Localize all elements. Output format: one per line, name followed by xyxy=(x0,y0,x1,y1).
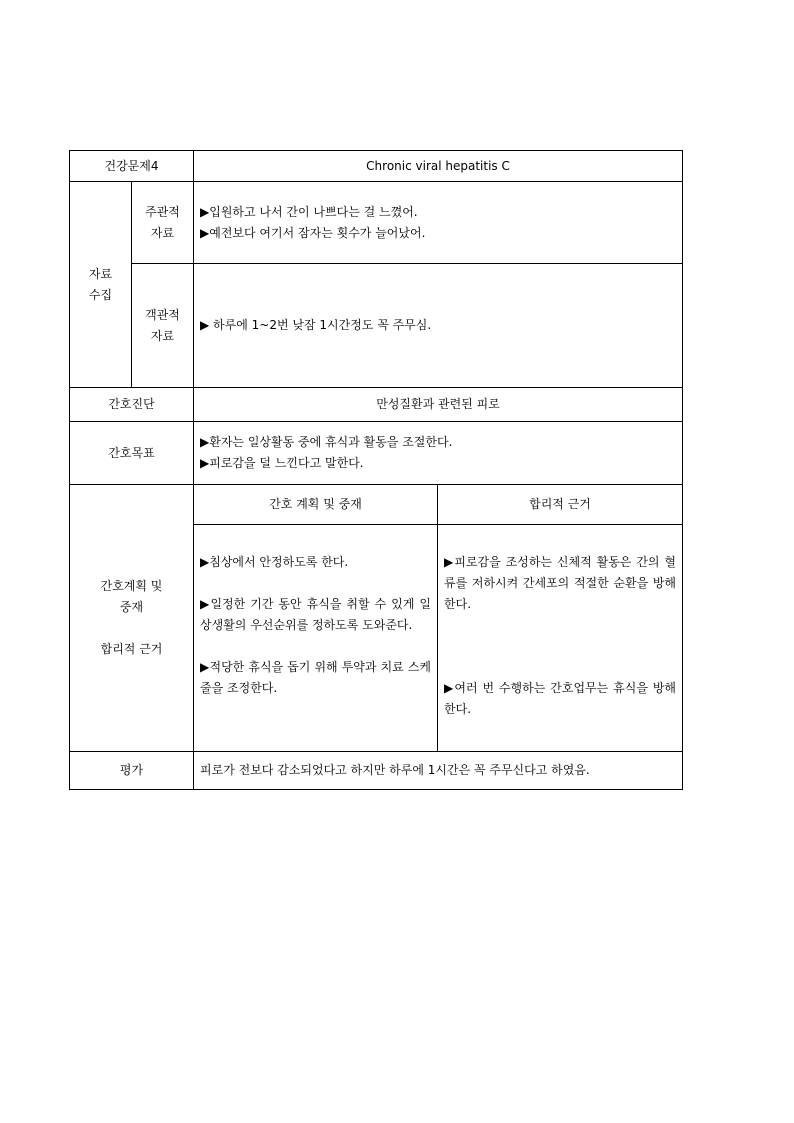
interventions-cell xyxy=(194,525,438,752)
header-row xyxy=(70,151,683,182)
subjective-label-line1: 주관적 xyxy=(145,204,180,219)
goals-row xyxy=(70,422,683,485)
plan-label xyxy=(70,485,194,752)
plan-label-line1: 간호계획 및 xyxy=(100,579,163,593)
objective-row xyxy=(70,264,683,388)
intervention-item: ▶일정한 기간 동안 휴식을 취할 수 있게 일상생활의 우선순위를 정하도록 도와준다. xyxy=(200,597,432,632)
subjective-data xyxy=(194,182,683,264)
health-problem-label: 건강문제4 xyxy=(70,151,194,182)
subjective-label-line2: 자료 xyxy=(150,225,175,240)
evaluation-label: 평가 xyxy=(70,752,194,790)
diagnosis-row xyxy=(70,388,683,422)
plan-label-line3: 합리적 근거 xyxy=(100,642,163,656)
evaluation-row xyxy=(70,752,683,790)
objective-item: ▶ 하루에 1~2번 낮잠 1시간정도 꼭 주무심. xyxy=(200,318,432,332)
evaluation-value: 피로가 전보다 감소되었다고 하지만 하루에 1시간은 꼭 주무신다고 하였음. xyxy=(194,752,683,790)
intervention-item: ▶적당한 휴식을 돕기 위해 투약과 치료 스케줄을 조정한다. xyxy=(200,660,432,695)
diagnosis-label: 간호진단 xyxy=(70,388,194,422)
goal-item: ▶피로감을 덜 느낀다고 말한다. xyxy=(200,456,364,470)
objective-data xyxy=(194,264,683,388)
nursing-care-plan-table xyxy=(69,150,683,790)
plan-header-row xyxy=(70,485,683,525)
data-collection-label-line1: 자료 xyxy=(88,266,113,281)
intervention-column-header: 간호 계획 및 중재 xyxy=(194,485,438,525)
objective-label xyxy=(132,264,194,388)
objective-label-line1: 객관적 xyxy=(145,307,180,322)
goal-item: ▶환자는 일상활동 중에 휴식과 활동을 조절한다. xyxy=(200,435,453,449)
health-problem-title: Chronic viral hepatitis C xyxy=(194,151,683,182)
data-collection-label xyxy=(70,182,132,388)
intervention-item: ▶침상에서 안정하도록 한다. xyxy=(200,555,349,569)
goals-label: 간호목표 xyxy=(70,422,194,485)
objective-label-line2: 자료 xyxy=(150,328,175,343)
goals-data xyxy=(194,422,683,485)
data-collection-label-line2: 수집 xyxy=(88,287,113,302)
plan-label-line2: 중재 xyxy=(119,600,144,614)
rationales-cell xyxy=(438,525,683,752)
rationale-column-header: 합리적 근거 xyxy=(438,485,683,525)
subjective-label xyxy=(132,182,194,264)
rationale-item: ▶여러 번 수행하는 간호업무는 휴식을 방해한다. xyxy=(444,681,677,716)
subjective-item: ▶예전보다 여기서 잠자는 횟수가 늘어났어. xyxy=(200,225,426,240)
subjective-row xyxy=(70,182,683,264)
diagnosis-value: 만성질환과 관련된 피로 xyxy=(194,388,683,422)
rationale-item: ▶피로감을 조성하는 신체적 활동은 간의 혈류를 저하시켜 간세포의 적절한 순환을 방해한다. xyxy=(444,555,677,611)
subjective-item: ▶입원하고 나서 간이 나쁘다는 걸 느꼈어. xyxy=(200,204,418,219)
